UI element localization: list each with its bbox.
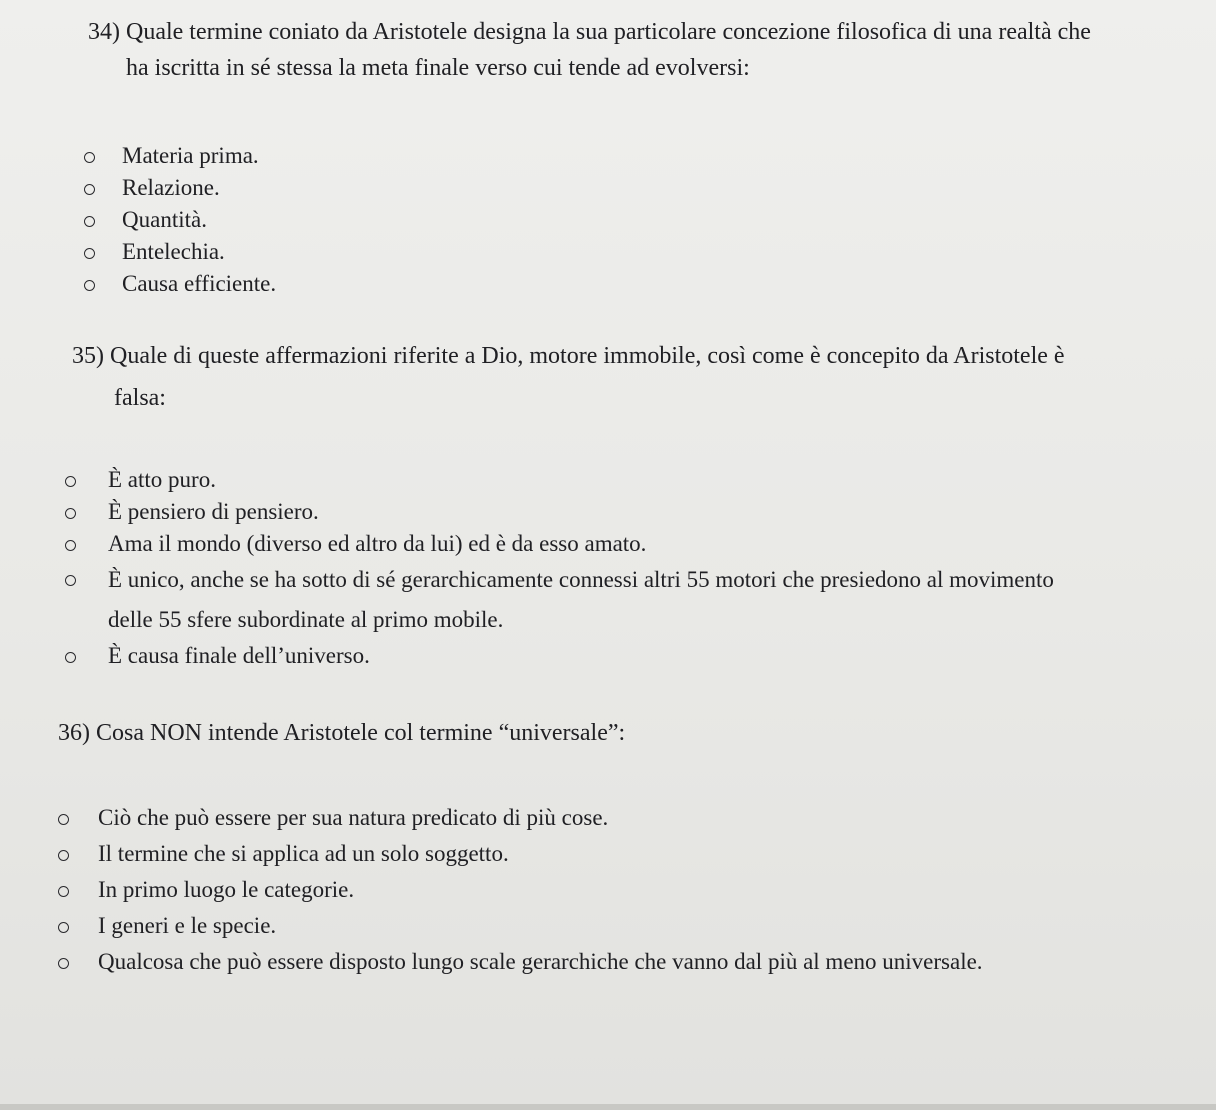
- option-categorie[interactable]: [0, 872, 1200, 908]
- radio-circle-icon[interactable]: [65, 575, 76, 586]
- option-e-unico[interactable]: [0, 560, 1080, 640]
- radio-circle-icon[interactable]: [84, 184, 95, 195]
- option-predicato-di-piu-cose[interactable]: [0, 800, 1200, 836]
- radio-circle-icon[interactable]: [84, 280, 95, 291]
- question-number: 36): [58, 720, 90, 746]
- question-36-options: [0, 800, 1200, 980]
- question-number: 34): [88, 19, 120, 45]
- radio-circle-icon[interactable]: [58, 886, 69, 897]
- option-label: I generi e le specie.: [98, 913, 277, 938]
- option-label: Quantità.: [122, 207, 207, 232]
- question-34-line1: Quale termine coniato da Aristotele designa la sua particolare concezione filosofica di una realtà che: [126, 19, 1091, 45]
- radio-circle-icon[interactable]: [65, 652, 76, 663]
- question-35-line2: falsa:: [114, 385, 166, 411]
- question-34-line2: ha iscritta in sé stessa la meta finale verso cui tende ad evolversi:: [126, 55, 750, 81]
- question-35-options: [0, 464, 1200, 672]
- option-solo-soggetto[interactable]: [0, 836, 1200, 872]
- option-label: È unico, anche se ha sotto di sé gerarchicamente connessi altri 55 motori che presiedono al movimento delle 55 sfere subordinate al primo mobile.: [108, 567, 1054, 632]
- question-34-options: [0, 140, 600, 300]
- option-label: Relazione.: [122, 175, 220, 200]
- radio-circle-icon[interactable]: [65, 540, 76, 551]
- option-label: In primo luogo le categorie.: [98, 877, 355, 902]
- radio-circle-icon[interactable]: [65, 476, 76, 487]
- option-label: Qualcosa che può essere disposto lungo scale gerarchiche che vanno dal più al meno universale.: [98, 949, 983, 974]
- option-label: Il termine che si applica ad un solo soggetto.: [98, 841, 509, 866]
- question-36: [58, 715, 1178, 751]
- radio-circle-icon[interactable]: [58, 814, 69, 825]
- option-label: È causa finale dell’universo.: [108, 643, 370, 668]
- question-36-text: [58, 715, 1178, 751]
- option-causa-finale[interactable]: [0, 640, 1200, 672]
- option-atto-puro[interactable]: [0, 464, 1200, 496]
- option-materia-prima[interactable]: [0, 140, 600, 172]
- question-34: [88, 14, 1188, 86]
- radio-circle-icon[interactable]: [84, 152, 95, 163]
- option-pensiero-di-pensiero[interactable]: [0, 496, 1200, 528]
- option-label: Ciò che può essere per sua natura predicato di più cose.: [98, 805, 609, 830]
- question-35-line1: Quale di queste affermazioni riferite a Dio, motore immobile, così come è concepito da Aristotele è: [110, 343, 1065, 369]
- radio-circle-icon[interactable]: [84, 216, 95, 227]
- radio-circle-icon[interactable]: [58, 850, 69, 861]
- option-label: Ama il mondo (diverso ed altro da lui) ed è da esso amato.: [108, 531, 647, 556]
- radio-circle-icon[interactable]: [84, 248, 95, 259]
- option-ama-il-mondo[interactable]: [0, 528, 1200, 560]
- option-label: Causa efficiente.: [122, 271, 277, 296]
- option-label: È atto puro.: [108, 467, 216, 492]
- radio-circle-icon[interactable]: [58, 922, 69, 933]
- question-35: [72, 338, 1192, 416]
- option-entelechia[interactable]: [0, 236, 600, 268]
- option-label: È pensiero di pensiero.: [108, 499, 319, 524]
- option-relazione[interactable]: [0, 172, 600, 204]
- option-causa-efficiente[interactable]: [0, 268, 600, 300]
- option-scale-gerarchiche[interactable]: [0, 944, 1200, 980]
- page-edge-shadow: [0, 1104, 1216, 1110]
- option-label: Materia prima.: [122, 143, 259, 168]
- radio-circle-icon[interactable]: [58, 958, 69, 969]
- option-generi-specie[interactable]: [0, 908, 1200, 944]
- question-34-text: [88, 14, 1188, 50]
- question-35-text: [72, 338, 1192, 374]
- question-36-line1: Cosa NON intende Aristotele col termine “universale”:: [96, 720, 626, 746]
- option-quantita[interactable]: [0, 204, 600, 236]
- question-number: 35): [72, 343, 104, 369]
- option-label: Entelechia.: [122, 239, 225, 264]
- radio-circle-icon[interactable]: [65, 508, 76, 519]
